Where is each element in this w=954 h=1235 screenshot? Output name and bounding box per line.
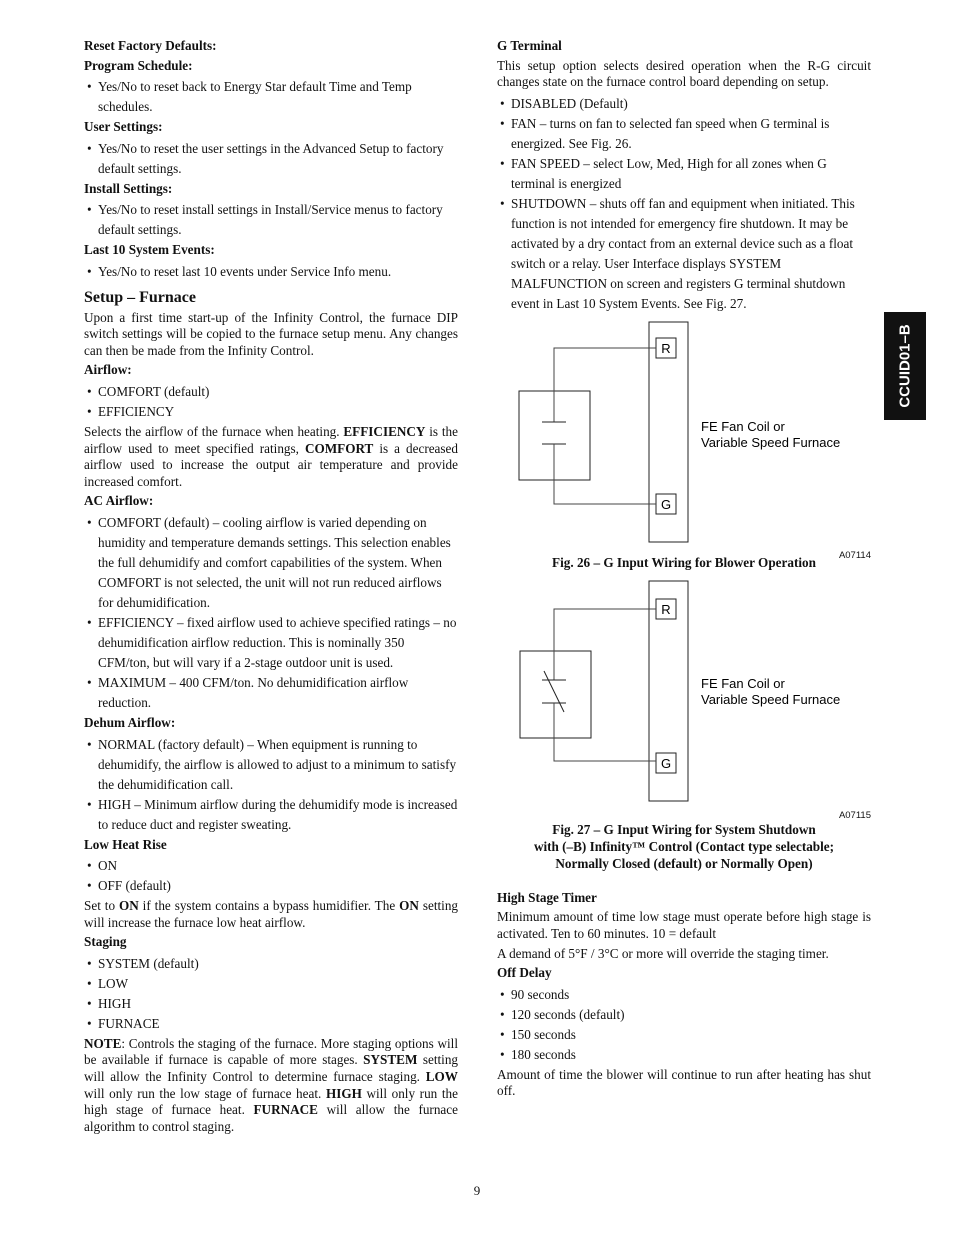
fig27-terminal-r: R (661, 601, 671, 617)
figure-26 (497, 320, 871, 571)
program-schedule-list (84, 77, 458, 117)
high-stage-timer-heading: High Stage Timer (497, 889, 597, 905)
list-item: • HIGH – Minimum airflow during the dehumidify mode is increased to reduce duct and register sweating. (84, 795, 458, 835)
ac-airflow-heading: AC Airflow: (84, 493, 154, 509)
staging-list (84, 954, 458, 1034)
list-item: • Yes/No to reset install settings in Install/Service menus to factory default settings. (84, 200, 458, 240)
list-item: • Yes/No to reset back to Energy Star default Time and Temp schedules. (84, 77, 458, 117)
right-column (497, 36, 871, 1103)
list-item: • 150 seconds (497, 1025, 871, 1045)
fig27-caption-line2: with (–B) Infinity™ Control (Contact type selectable; (533, 838, 835, 854)
ac-airflow-list (84, 513, 458, 713)
list-item: • LOW (84, 974, 458, 994)
page-number: 9 (473, 1183, 481, 1198)
fig27-wire-g (554, 703, 656, 761)
fig26-label-line2: Variable Speed Furnace (701, 434, 841, 450)
off-delay-heading: Off Delay (497, 965, 552, 981)
off-delay-list (497, 985, 871, 1065)
fig26-terminal-r: R (661, 340, 671, 356)
program-schedule-heading: Program Schedule: (84, 57, 193, 73)
fig26-wire-r (554, 348, 656, 422)
reset-factory-defaults-heading: Reset Factory Defaults: (84, 38, 217, 53)
list-item: • FURNACE (84, 1014, 458, 1034)
last-events-list (84, 262, 458, 282)
low-heat-rise-description: Set to ON if the system contains a bypass humidifier. The ON setting will increase the furnace low heat airflow. (84, 898, 459, 930)
low-heat-rise-list (84, 856, 458, 896)
install-settings-heading: Install Settings: (84, 180, 173, 196)
list-item: • Yes/No to reset the user settings in the Advanced Setup to factory default settings. (84, 139, 458, 179)
figure-27 (497, 579, 871, 872)
fig26-label-line1: FE Fan Coil or (701, 418, 785, 434)
list-item: • ON (84, 856, 458, 876)
left-column (84, 36, 458, 1138)
document-side-tab (884, 312, 926, 420)
list-item: • NORMAL (factory default) – When equipment is running to dehumidify, the airflow is allowed to adjust to a minimum to satisfy the dehumidification call. (84, 735, 458, 795)
list-item: • FAN SPEED – select Low, Med, High for all zones when G terminal is energized (497, 154, 871, 194)
fig26-caption: Fig. 26 – G Input Wiring for Blower Operation (552, 554, 816, 570)
fig27-label-line2: Variable Speed Furnace (701, 691, 841, 707)
list-item: • EFFICIENCY (84, 402, 458, 422)
setup-intro-paragraph: Upon a first time start-up of the Infinity Control, the furnace DIP switch settings will be copied to the furnace setup menu. Any changes can then be made from the Infinity Control. (84, 309, 458, 358)
list-item: • EFFICIENCY – fixed airflow used to achieve specified ratings – no dehumidification airflow reduction. This is nominally 350 CFM/ton, but will vary if a 2-stage outdoor unit is used. (84, 613, 458, 673)
fig26-terminal-g: G (660, 496, 672, 512)
list-item: • Yes/No to reset last 10 events under Service Info menu. (84, 262, 458, 282)
list-item: • FAN – turns on fan to selected fan speed when G terminal is energized. See Fig. 26. (497, 114, 871, 154)
list-item: • 120 seconds (default) (497, 1005, 871, 1025)
list-item: • SHUTDOWN – shuts off fan and equipment when initiated. This function is not intended for emergency fire shutdown. It may be activated by a dry contact from an external device such as a float switch or a relay. User Interface displays SYSTEM MALFUNCTION on screen and registers G terminal shutdown event in Last 10 System Events. See Fig. 27. (497, 194, 871, 314)
g-terminal-list (497, 94, 871, 314)
list-item: • DISABLED (Default) (497, 94, 871, 114)
fig27-wire-r (554, 609, 656, 680)
setup-furnace-title: Setup – Furnace (84, 288, 196, 306)
list-item: • OFF (default) (84, 876, 458, 896)
fig26-code: A07114 (838, 549, 871, 561)
airflow-heading: Airflow: (84, 362, 132, 378)
list-item: • 90 seconds (497, 985, 871, 1005)
fig27-caption-line3: Normally Closed (default) or Normally Open) (555, 855, 813, 871)
low-heat-rise-heading: Low Heat Rise (84, 836, 167, 852)
fig27-caption-line1: Fig. 27 – G Input Wiring for System Shutdown (552, 821, 816, 837)
list-item: • COMFORT (default) – cooling airflow is varied depending on humidity and temperature demands settings. This selection enables the full dehumidify and comfort capabilities of the system. When COMFORT is not selected, the unit will not run reduced airflows for dehumidification. (84, 513, 458, 613)
g-terminal-intro: This setup option selects desired operation when the R-G circuit changes state on the furnace control board depending on setup. (497, 57, 871, 90)
g-terminal-heading: G Terminal (497, 38, 562, 53)
list-item: • MAXIMUM – 400 CFM/ton. No dehumidification airflow reduction. (84, 673, 458, 713)
staging-heading: Staging (84, 934, 127, 950)
staging-note: NOTE: Controls the staging of the furnace. More staging options will be available if furnace is capable of more stages. SYSTEM setting will allow the Infinity Control to determine furnace staging. LOW will only run the low stage of furnace heat. HIGH will only run the high stage of furnace heat. FURNACE will allow the furnace algorithm to control staging. (84, 1035, 459, 1134)
fig26-wiring-diagram (497, 320, 871, 546)
airflow-list (84, 382, 458, 422)
airflow-description: Selects the airflow of the furnace when heating. EFFICIENCY is the airflow used to meet specified ratings, COMFORT is a decreased airflow used to increase the output air temperature and provide increased comfort. (84, 423, 458, 489)
fig27-wiring-diagram (497, 579, 871, 805)
fig27-code: A07115 (838, 809, 871, 821)
fig27-label-line1: FE Fan Coil or (701, 675, 785, 691)
high-stage-timer-paragraph-1: Minimum amount of time low stage must operate before high stage is activated. Ten to 60 minutes. 10 = default (497, 909, 871, 941)
dehum-airflow-heading: Dehum Airflow: (84, 714, 176, 730)
install-settings-list (84, 200, 458, 240)
dehum-airflow-list (84, 735, 458, 835)
fig27-terminal-g: G (660, 755, 672, 771)
list-item: • SYSTEM (default) (84, 954, 458, 974)
high-stage-timer-paragraph-2: A demand of 5°F / 3°C or more will override the staging timer. (497, 945, 829, 961)
fig26-wire-g (554, 444, 656, 504)
list-item: • COMFORT (default) (84, 382, 458, 402)
off-delay-description: Amount of time the blower will continue to run after heating has shut off. (497, 1066, 871, 1099)
list-item: • HIGH (84, 994, 458, 1014)
user-settings-heading: User Settings: (84, 119, 163, 135)
last-events-heading: Last 10 System Events: (84, 242, 215, 258)
user-settings-list (84, 139, 458, 179)
side-tab-label: CCUID01–B (896, 324, 914, 408)
list-item: • 180 seconds (497, 1045, 871, 1065)
